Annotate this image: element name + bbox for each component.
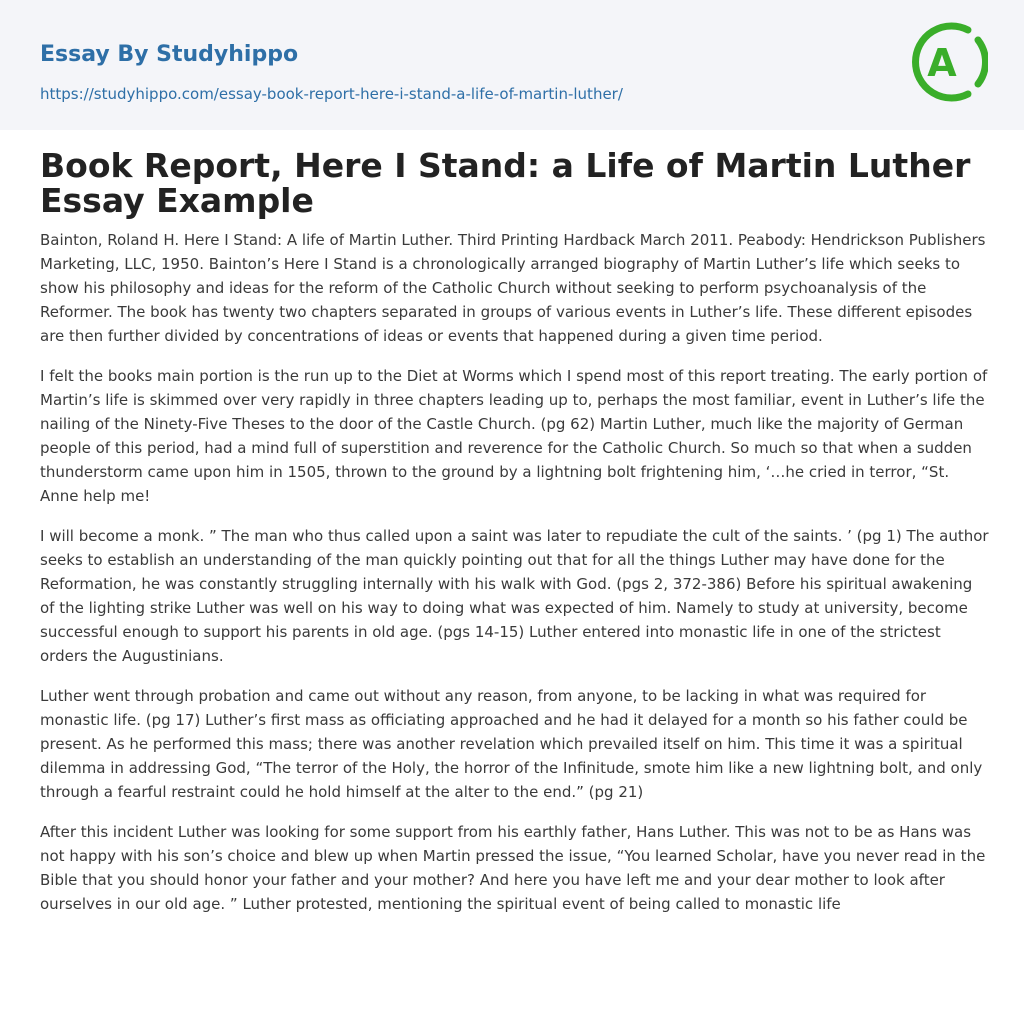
page-url-link[interactable]: https://studyhippo.com/essay-book-report-here-i-stand-a-life-of-martin-luther/ <box>40 85 623 103</box>
site-title[interactable]: Essay By Studyhippo <box>40 42 299 67</box>
page-title: Book Report, Here I Stand: a Life of Martin Luther Essay Example <box>40 146 971 220</box>
paragraph: Bainton, Roland H. Here I Stand: A life of Martin Luther. Third Printing Hardback March 2011. Peabody: Hendrickson Publishers Marketing, LLC, 1950. Bainton’s Here I Stand is a chronologically arranged biography of Martin Luther’s life which seeks to show his philosophy and ideas for the reform of the Catholic Church without seeking to perform psychoanalysis of the Reformer. The book has twenty two chapters separated in groups of various events in Luther’s life. These different episodes are then further divided by concentrations of ideas or events that happened during a given time period. <box>40 231 986 345</box>
paragraph: I felt the books main portion is the run up to the Diet at Worms which I spend most of this report treating. The early portion of Martin’s life is skimmed over very rapidly in three chapters leading up to, perhaps the most familiar, event in Luther’s life the nailing of the Ninety-Five Theses to the door of the Castle Church. (pg 62) Martin Luther, much like the majority of German people of this period, had a mind full of superstition and reverence for the Catholic Church. So much so that when a sudden thunderstorm came upon him in 1505, thrown to the ground by a lightning bolt frightening him, ‘…he cried in terror, “St. Anne help me! <box>40 367 988 505</box>
logo-letter: A <box>927 41 957 85</box>
paragraph: After this incident Luther was looking for some support from his earthly father, Hans Luther. This was not to be as Hans was not happy with his son’s choice and blew up when Martin pressed the issue, “You learned Scholar, have you never read in the Bible that you should honor your father and your mother? And here you have left me and your dear mother to look after ourselves in our old age. ” Luther protested, mentioning the spiritual event of being called to monastic life <box>40 823 986 913</box>
paragraph: Luther went through probation and came out without any reason, from anyone, to be lacking in what was required for monastic life. (pg 17) Luther’s first mass as officiating approached and he had it delayed for a month so his father could be present. As he performed this mass; there was another revelation which prevailed itself on him. This time it was a spiritual dilemma in addressing God, “The terror of the Holy, the horror of the Infinitude, smote him like a new lightning bolt, and only through a fearful restraint could he hold himself at the alter to the end.” (pg 21) <box>40 687 983 801</box>
paragraph: I will become a monk. ” The man who thus called upon a saint was later to repudiate the cult of the saints. ’ (pg 1) The author seeks to establish an understanding of the man quickly pointing out that for all the things Luther may have done for the Reformation, he was constantly struggling internally with his walk with God. (pgs 2, 372-386) Before his spiritual awakening of the lighting strike Luther was well on his way to doing what was expected of him. Namely to study at university, become successful enough to support his parents in old age. (pgs 14-15) Luther entered into monastic life in one of the strictest orders the Augustinians. <box>40 527 989 665</box>
article-body <box>40 228 990 932</box>
